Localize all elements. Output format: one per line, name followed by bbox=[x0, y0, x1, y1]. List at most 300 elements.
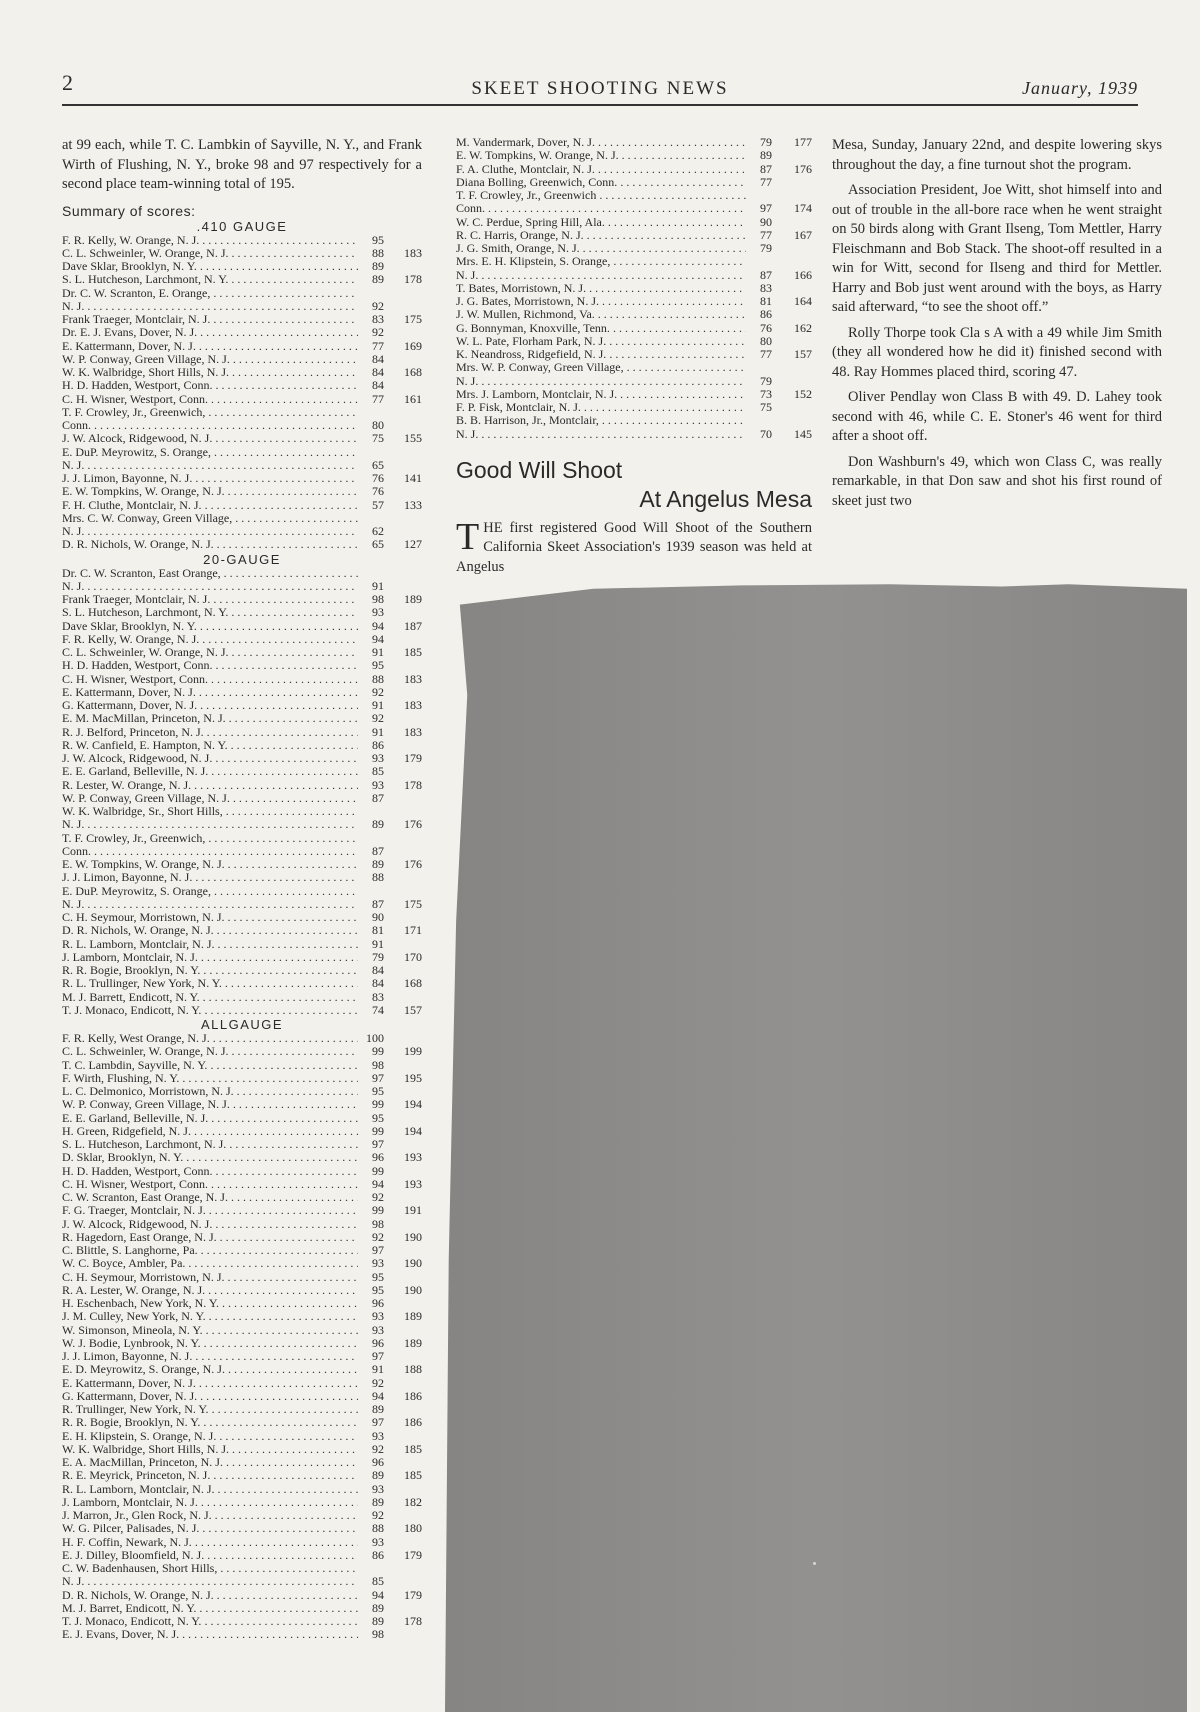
shooter-name: E. W. Tompkins, W. Orange, N. J. . . . bbox=[62, 485, 358, 498]
score-row bbox=[456, 348, 812, 361]
shooter-name: M. Vandermark, Dover, N. J. . . . bbox=[456, 136, 746, 149]
gauge-score: 79 bbox=[372, 949, 384, 964]
shooter-name: E. D. Meyrowitz, S. Orange, N. J. . . . bbox=[62, 1363, 358, 1376]
team-total: 168 bbox=[404, 976, 422, 991]
team-total: 133 bbox=[404, 497, 422, 512]
gauge-score bbox=[358, 406, 384, 419]
gauge-score: 88 bbox=[372, 671, 384, 686]
gauge-score: 93 bbox=[372, 1534, 384, 1549]
team-total bbox=[384, 1628, 422, 1641]
team-total bbox=[384, 379, 422, 392]
gauge-score: 89 bbox=[372, 1468, 384, 1483]
shooter-name: E. Kattermann, Dover, N. J. . . . bbox=[62, 340, 358, 353]
team-total: 168 bbox=[404, 365, 422, 379]
gauge-score: 95 bbox=[372, 1282, 384, 1297]
team-total bbox=[384, 1191, 422, 1204]
team-total: 166 bbox=[794, 267, 812, 282]
team-total: 174 bbox=[794, 201, 812, 216]
gauge-score bbox=[746, 255, 772, 268]
team-total: 169 bbox=[404, 338, 422, 353]
team-total bbox=[384, 419, 422, 432]
shooter-name: C. H. Wisner, Westport, Conn. . . . bbox=[62, 393, 358, 406]
gauge-score: 83 bbox=[372, 312, 384, 326]
shooter-name: W. P. Conway, Green Village, N. J. . . . bbox=[62, 792, 358, 805]
gauge-score: 92 bbox=[372, 1508, 384, 1522]
team-total bbox=[772, 216, 812, 229]
score-row bbox=[62, 406, 422, 419]
team-total bbox=[384, 1297, 422, 1310]
team-total: 176 bbox=[794, 161, 812, 176]
score-row bbox=[62, 1602, 422, 1615]
gauge-score: 87 bbox=[760, 161, 772, 176]
score-row bbox=[62, 1004, 422, 1017]
team-total: 183 bbox=[404, 724, 422, 739]
score-row bbox=[456, 229, 812, 242]
column-3 bbox=[832, 136, 1162, 517]
team-total bbox=[384, 1059, 422, 1072]
score-row bbox=[62, 1403, 422, 1416]
gauge-score: 98 bbox=[372, 592, 384, 606]
score-row bbox=[456, 176, 812, 189]
shooter-name: W. G. Pilcer, Palisades, N. J. . . . bbox=[62, 1522, 358, 1535]
article-paragraph: Rolly Thorpe took Cla s A with a 49 while Jim Smith (they all wondered how he did it) finished second with 48. Ray Hommes placed third, scoring 47. bbox=[832, 324, 1162, 380]
score-row bbox=[456, 202, 812, 215]
gauge-score: 75 bbox=[372, 431, 384, 446]
score-row bbox=[62, 686, 422, 699]
gauge-score bbox=[746, 361, 772, 374]
gauge-score: 93 bbox=[372, 1322, 384, 1337]
shooter-name: W. P. Conway, Green Village, N. J. . . . bbox=[62, 353, 358, 366]
shooter-name: J. Lamborn, Montclair, N. J. . . . bbox=[62, 1496, 358, 1509]
team-total: 141 bbox=[404, 471, 422, 485]
score-row bbox=[456, 361, 812, 374]
shooter-name: E. DuP. Meyrowitz, S. Orange, . . . bbox=[62, 446, 358, 459]
gauge-score: 89 bbox=[372, 259, 384, 273]
gauge-score: 97 bbox=[372, 1415, 384, 1430]
team-total: 180 bbox=[404, 1521, 422, 1536]
team-total: 161 bbox=[404, 391, 422, 406]
gauge-score: 92 bbox=[372, 325, 384, 340]
shooter-name: G. Kattermann, Dover, N. J. . . . bbox=[62, 699, 358, 712]
shooter-name: W. K. Walbridge, Sr., Short Hills, . . . bbox=[62, 805, 358, 818]
gauge-score: 95 bbox=[372, 1084, 384, 1098]
score-row bbox=[62, 1549, 422, 1562]
gauge-score: 91 bbox=[372, 645, 384, 659]
shooter-name: L. C. Delmonico, Morristown, N. J. . . . bbox=[62, 1085, 358, 1098]
gauge-score: 77 bbox=[372, 391, 384, 406]
team-total: 164 bbox=[794, 294, 812, 308]
score-row bbox=[62, 1059, 422, 1072]
score-row bbox=[62, 459, 422, 472]
gauge-score: 89 bbox=[372, 1614, 384, 1628]
gauge-score bbox=[746, 414, 772, 427]
team-total bbox=[384, 1456, 422, 1469]
shooter-name: J. G. Bates, Morristown, N. J. . . . bbox=[456, 295, 746, 308]
team-total bbox=[772, 242, 812, 255]
shooter-name: D. R. Nichols, W. Orange, N. J. . . . bbox=[62, 1589, 358, 1602]
team-total: 190 bbox=[404, 1229, 422, 1244]
shooter-name: D. R. Nichols, W. Orange, N. J. . . . bbox=[62, 538, 358, 551]
team-total: 189 bbox=[404, 1335, 422, 1350]
gauge-score: 98 bbox=[372, 1216, 384, 1231]
score-row bbox=[62, 300, 422, 313]
gauge-score: 77 bbox=[760, 227, 772, 242]
score-row bbox=[62, 525, 422, 538]
team-total bbox=[384, 567, 422, 580]
shooter-name: R. E. Meyrick, Princeton, N. J. . . . bbox=[62, 1469, 358, 1482]
gauge-score bbox=[358, 512, 384, 525]
score-row bbox=[62, 326, 422, 339]
gauge-score: 80 bbox=[372, 418, 384, 432]
team-total bbox=[384, 1602, 422, 1615]
score-row bbox=[62, 792, 422, 805]
shooter-name: H. F. Coffin, Newark, N. J. . . . bbox=[62, 1536, 358, 1549]
shooter-name: H. Green, Ridgefield, N. J. . . . bbox=[62, 1125, 358, 1138]
shooter-name: N. J. . . . bbox=[456, 375, 746, 388]
team-total bbox=[384, 525, 422, 538]
score-row bbox=[62, 1045, 422, 1058]
shooter-name: W. Simonson, Mineola, N. Y. . . . bbox=[62, 1324, 358, 1337]
score-row bbox=[62, 871, 422, 884]
shooter-name: R. L. Lamborn, Montclair, N. J. . . . bbox=[62, 1483, 358, 1496]
score-row bbox=[62, 260, 422, 273]
gauge-score: 93 bbox=[372, 1256, 384, 1271]
team-total: 188 bbox=[404, 1362, 422, 1377]
gauge-score: 86 bbox=[760, 307, 772, 322]
shooter-name: F. P. Fisk, Montclair, N. J. . . . bbox=[456, 401, 746, 414]
team-total bbox=[384, 991, 422, 1004]
score-row bbox=[62, 353, 422, 366]
shooter-name: R. R. Bogie, Brooklyn, N. Y. . . . bbox=[62, 1416, 358, 1429]
shooter-name: S. L. Hutcheson, Larchmont, N. Y. . . . bbox=[62, 273, 358, 286]
score-row bbox=[62, 1284, 422, 1297]
shooter-name: Dave Sklar, Brooklyn, N. Y. . . . bbox=[62, 620, 358, 633]
shooter-name: Conn. . . . bbox=[456, 202, 746, 215]
gauge-score: 75 bbox=[760, 400, 772, 414]
shooter-name: M. J. Barrett, Endicott, N. Y. . . . bbox=[62, 991, 358, 1004]
page-header bbox=[0, 0, 1200, 110]
gauge-score: 90 bbox=[372, 910, 384, 924]
shooter-name: J. W. Alcock, Ridgewood, N. J. . . . bbox=[62, 752, 358, 765]
score-row bbox=[62, 646, 422, 659]
score-row bbox=[62, 538, 422, 551]
shooter-name: K. Neandross, Ridgefield, N. J. . . . bbox=[456, 348, 746, 361]
article-paragraph: Don Washburn's 49, which won Class C, was really remarkable, in that Don saw and shot his first round of skeet just two bbox=[832, 453, 1162, 509]
shooter-name: E. E. Garland, Belleville, N. J. . . . bbox=[62, 1112, 358, 1125]
team-total bbox=[384, 1536, 422, 1549]
team-total bbox=[772, 401, 812, 414]
team-total bbox=[384, 1483, 422, 1496]
gauge-section-heading: 20-GAUGE bbox=[203, 551, 281, 567]
article-paragraph: Mesa, Sunday, January 22nd, and despite lowering skys throughout the day, a fine turnout shot the program. bbox=[832, 137, 1162, 173]
score-row bbox=[62, 938, 422, 951]
score-row bbox=[62, 593, 422, 606]
score-row bbox=[62, 1271, 422, 1284]
shooter-name: B. B. Harrison, Jr., Montclair, . . . bbox=[456, 414, 746, 427]
score-row bbox=[62, 1112, 422, 1125]
score-row bbox=[62, 964, 422, 977]
score-row bbox=[62, 1337, 422, 1350]
gauge-score: 92 bbox=[372, 711, 384, 726]
shooter-name: J. W. Alcock, Ridgewood, N. J. . . . bbox=[62, 1218, 358, 1231]
shooter-name: N. J. . . . bbox=[62, 525, 358, 538]
shooter-name: Frank Traeger, Montclair, N. J. . . . bbox=[62, 593, 358, 606]
score-row bbox=[62, 379, 422, 392]
team-total: 185 bbox=[404, 1441, 422, 1456]
shooter-name: J. W. Mullen, Richmond, Va. . . . bbox=[456, 308, 746, 321]
gauge-score: 92 bbox=[372, 1190, 384, 1204]
gauge-score: 98 bbox=[372, 1627, 384, 1642]
score-row bbox=[62, 287, 422, 300]
team-total: 190 bbox=[404, 1282, 422, 1297]
shooter-name: E. A. MacMillan, Princeton, N. J. . . . bbox=[62, 1456, 358, 1469]
score-row bbox=[62, 1257, 422, 1270]
masthead: SKEET SHOOTING NEWS bbox=[471, 78, 729, 99]
score-row bbox=[62, 1178, 422, 1191]
score-row bbox=[62, 911, 422, 924]
gauge-score: 97 bbox=[372, 1243, 384, 1257]
shooter-name: R. A. Lester, W. Orange, N. J. . . . bbox=[62, 1284, 358, 1297]
gauge-score: 93 bbox=[372, 1428, 384, 1443]
team-total: 191 bbox=[404, 1203, 422, 1218]
team-total bbox=[772, 189, 812, 202]
team-total: 187 bbox=[404, 618, 422, 633]
shooter-name: R. J. Belford, Princeton, N. J. . . . bbox=[62, 726, 358, 739]
score-row bbox=[62, 1589, 422, 1602]
shooter-name: H. D. Hadden, Westport, Conn. . . . bbox=[62, 379, 358, 392]
shooter-name: T. J. Monaco, Endicott, N. Y. . . . bbox=[62, 1004, 358, 1017]
gauge-score: 65 bbox=[372, 457, 384, 472]
shooter-name: E. M. MacMillan, Princeton, N. J. . . . bbox=[62, 712, 358, 725]
score-row bbox=[62, 1390, 422, 1403]
gauge-score: 97 bbox=[372, 1070, 384, 1085]
score-row bbox=[62, 1522, 422, 1535]
team-total bbox=[384, 1112, 422, 1125]
shooter-name: C. H. Seymour, Morristown, N. J. . . . bbox=[62, 911, 358, 924]
shooter-name: W. J. Bodie, Lynbrook, N. Y. . . . bbox=[62, 1337, 358, 1350]
team-total: 152 bbox=[794, 386, 812, 401]
article-headline-line-1: Good Will Shoot bbox=[456, 456, 623, 483]
shooter-name: E. W. Tompkins, W. Orange, N. J. . . . bbox=[62, 858, 358, 871]
team-total: 183 bbox=[404, 698, 422, 712]
team-total bbox=[772, 176, 812, 189]
gauge-section-heading: ALLGAUGE bbox=[200, 1017, 284, 1032]
score-row bbox=[62, 832, 422, 845]
score-row bbox=[62, 1191, 422, 1204]
gauge-score: 99 bbox=[372, 1044, 384, 1059]
team-total bbox=[384, 1218, 422, 1231]
gauge-score: 84 bbox=[372, 963, 384, 977]
shooter-name: J. M. Culley, New York, N. Y. . . . bbox=[62, 1310, 358, 1323]
gauge-score bbox=[358, 805, 384, 818]
gauge-score: 89 bbox=[372, 1494, 384, 1509]
team-total bbox=[384, 234, 422, 247]
shooter-name: C. H. Seymour, Morristown, N. J. . . . bbox=[62, 1271, 358, 1284]
team-total bbox=[384, 1377, 422, 1390]
gauge-score: 62 bbox=[372, 524, 384, 538]
shooter-name: E. W. Tompkins, W. Orange, N. J. . . . bbox=[456, 149, 746, 162]
gauge-score: 73 bbox=[760, 386, 772, 401]
score-row bbox=[62, 1416, 422, 1429]
gauge-score: 84 bbox=[372, 378, 384, 393]
gauge-score: 99 bbox=[372, 1097, 384, 1112]
team-total bbox=[384, 446, 422, 459]
team-total: 179 bbox=[404, 751, 422, 765]
gauge-score: 89 bbox=[372, 1402, 384, 1416]
gauge-score: 86 bbox=[372, 1547, 384, 1562]
shooter-name: F. R. Kelly, W. Orange, N. J. . . . bbox=[62, 633, 358, 646]
score-row bbox=[62, 273, 422, 286]
summary-heading: Summary of scores: bbox=[62, 202, 196, 219]
shooter-name: J. G. Smith, Orange, N. J. . . . bbox=[456, 242, 746, 255]
shooter-name: Mrs. W. P. Conway, Green Village, . . . bbox=[456, 361, 746, 374]
score-list bbox=[62, 1032, 422, 1642]
gauge-score: 92 bbox=[372, 1375, 384, 1390]
team-total bbox=[384, 712, 422, 725]
score-row bbox=[456, 401, 812, 414]
team-total: 183 bbox=[404, 671, 422, 686]
score-list bbox=[62, 567, 422, 1018]
shooter-name: Conn. . . . bbox=[62, 845, 358, 858]
team-total bbox=[772, 149, 812, 162]
team-total: 157 bbox=[794, 347, 812, 361]
score-row bbox=[62, 432, 422, 445]
score-row bbox=[456, 295, 812, 308]
score-row bbox=[62, 1628, 422, 1641]
score-row bbox=[62, 1562, 422, 1575]
score-sections bbox=[62, 220, 422, 1642]
gauge-score: 87 bbox=[372, 843, 384, 858]
shooter-name: R. Lester, W. Orange, N. J. . . . bbox=[62, 779, 358, 792]
shooter-name: Mrs. J. Lamborn, Montclair, N. J. . . . bbox=[456, 388, 746, 401]
team-total bbox=[384, 1032, 422, 1045]
shooter-name: H. D. Hadden, Westport, Conn. . . . bbox=[62, 659, 358, 672]
team-total bbox=[772, 361, 812, 374]
gauge-score bbox=[746, 189, 772, 202]
team-total bbox=[384, 485, 422, 498]
team-total: 175 bbox=[404, 896, 422, 911]
team-total bbox=[384, 805, 422, 818]
team-total bbox=[772, 255, 812, 268]
page-number: 2 bbox=[62, 70, 73, 95]
gauge-score: 96 bbox=[372, 1455, 384, 1469]
photo-speck bbox=[813, 1562, 816, 1565]
gauge-score: 76 bbox=[372, 484, 384, 499]
score-row bbox=[62, 845, 422, 858]
score-row bbox=[62, 1456, 422, 1469]
gauge-score: 57 bbox=[372, 497, 384, 512]
score-row bbox=[456, 308, 812, 321]
score-row bbox=[62, 313, 422, 326]
gauge-score: 83 bbox=[760, 280, 772, 295]
team-total bbox=[384, 938, 422, 951]
team-total: 190 bbox=[404, 1256, 422, 1271]
team-total bbox=[384, 606, 422, 619]
gauge-score: 91 bbox=[372, 724, 384, 739]
team-total bbox=[384, 686, 422, 699]
gauge-score: 94 bbox=[372, 1587, 384, 1602]
shooter-name: J. Marron, Jr., Glen Rock, N. J. . . . bbox=[62, 1509, 358, 1522]
team-total bbox=[772, 414, 812, 427]
score-row bbox=[62, 1430, 422, 1443]
score-row bbox=[62, 1297, 422, 1310]
shooter-name: C. Blittle, S. Langhorne, Pa. . . . bbox=[62, 1244, 358, 1257]
score-row bbox=[62, 712, 422, 725]
gauge-score: 83 bbox=[372, 989, 384, 1004]
gauge-score: 91 bbox=[372, 578, 384, 593]
score-row bbox=[62, 1483, 422, 1496]
team-total: 182 bbox=[404, 1494, 422, 1509]
team-total: 193 bbox=[404, 1176, 422, 1191]
team-total bbox=[384, 1350, 422, 1363]
score-row bbox=[62, 1469, 422, 1482]
score-row bbox=[62, 1536, 422, 1549]
team-total: 189 bbox=[404, 592, 422, 606]
gauge-score bbox=[358, 885, 384, 898]
gauge-score: 74 bbox=[372, 1002, 384, 1017]
gauge-score: 84 bbox=[372, 976, 384, 991]
shooter-name: N. J. . . . bbox=[62, 459, 358, 472]
shooter-name: H. D. Hadden, Westport, Conn. . . . bbox=[62, 1165, 358, 1178]
score-row bbox=[62, 726, 422, 739]
score-row bbox=[456, 149, 812, 162]
score-row bbox=[62, 1244, 422, 1257]
score-row bbox=[62, 580, 422, 593]
gauge-score: 94 bbox=[372, 1176, 384, 1191]
score-row bbox=[62, 1151, 422, 1164]
score-row bbox=[456, 136, 812, 149]
shooter-name: R. Hagedorn, East Orange, N. J. . . . bbox=[62, 1231, 358, 1244]
team-total bbox=[384, 287, 422, 300]
team-total: 178 bbox=[404, 272, 422, 287]
article-continued bbox=[832, 136, 1162, 511]
shooter-name: E. Kattermann, Dover, N. J. . . . bbox=[62, 686, 358, 699]
gauge-score: 88 bbox=[372, 870, 384, 885]
drop-cap: T bbox=[456, 515, 480, 558]
shooter-name: N. J. . . . bbox=[62, 300, 358, 313]
gauge-score: 87 bbox=[372, 790, 384, 805]
gauge-score: 79 bbox=[760, 241, 772, 255]
score-row bbox=[62, 991, 422, 1004]
score-row bbox=[456, 375, 812, 388]
shooter-name: E. J. Dilley, Bloomfield, N. J. . . . bbox=[62, 1549, 358, 1562]
gauge-score: 79 bbox=[760, 135, 772, 149]
score-row bbox=[62, 340, 422, 353]
team-total: 186 bbox=[404, 1388, 422, 1403]
gauge-score: 81 bbox=[760, 294, 772, 308]
article-paragraph: Association President, Joe Witt, shot himself into and out of trouble in the all-bore race when he went straight on 50 birds along with Grant Ilseng, Tom Mettler, Harry Fleischmann and Bob Stack. The shoot-off resulted in a win for Witt, second for Ilseng and third for Mettler. Harry and Bob just went around with the boys, as Harry said afterward, “to see the shoot off.” bbox=[832, 182, 1162, 315]
team-total: 195 bbox=[404, 1070, 422, 1085]
gauge-score: 89 bbox=[372, 817, 384, 832]
score-row bbox=[456, 428, 812, 441]
score-row bbox=[456, 163, 812, 176]
shooter-name: T. C. Lambdin, Sayville, N. Y. . . . bbox=[62, 1059, 358, 1072]
team-total: 183 bbox=[404, 245, 422, 260]
team-total bbox=[772, 335, 812, 348]
team-total: 177 bbox=[794, 135, 812, 149]
gauge-score: 92 bbox=[372, 1229, 384, 1244]
score-list bbox=[62, 234, 422, 552]
score-row bbox=[62, 485, 422, 498]
shooter-name: C. L. Schweinler, W. Orange, N. J. . . . bbox=[62, 1045, 358, 1058]
score-row bbox=[62, 1072, 422, 1085]
gauge-score: 99 bbox=[372, 1203, 384, 1218]
shooter-name: W. P. Conway, Green Village, N. J. . . . bbox=[62, 1098, 358, 1111]
article-lead bbox=[456, 515, 812, 578]
shooter-name: N. J. . . . bbox=[62, 898, 358, 911]
team-total bbox=[384, 1165, 422, 1178]
score-row bbox=[62, 673, 422, 686]
